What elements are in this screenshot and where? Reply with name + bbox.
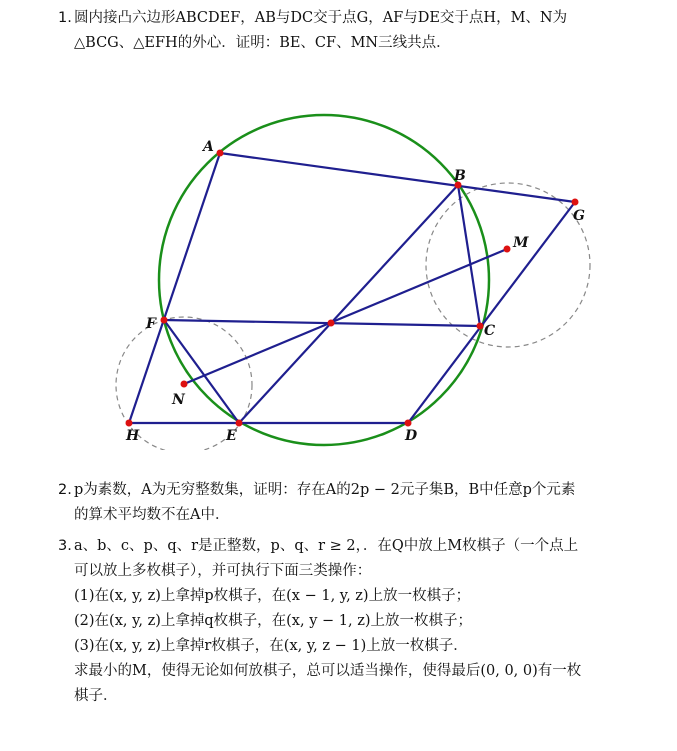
line-ag: [220, 153, 575, 202]
label-g: G: [573, 208, 585, 224]
line-gd: [408, 202, 575, 423]
problem-text-line: (1)在(x, y, z)上拿掉p枚棋子，在(x − 1, y, z)上放一枚棋子；: [74, 588, 471, 604]
problem-text-line: △BCG、△EFH的外心．证明：BE、CF、MN三线共点．: [74, 35, 451, 51]
label-n: N: [172, 392, 185, 408]
label-a: A: [203, 139, 214, 155]
line-ah: [129, 153, 220, 423]
circumcircle: [159, 115, 489, 445]
problem-text-line: (3)在(x, y, z)上拿掉r枚棋子，在(x, y, z − 1)上放一枚棋子．: [74, 638, 468, 654]
point-n: [181, 381, 188, 388]
problem-2: [60, 478, 640, 528]
point-d: [405, 420, 412, 427]
problem-text-line: 棋子．: [74, 688, 118, 704]
label-h: H: [126, 428, 140, 444]
line-fc: [164, 320, 480, 326]
circumcircle-bcg: [426, 183, 590, 347]
point-f: [161, 317, 168, 324]
line-bc: [458, 185, 480, 326]
problem-text-line: (2)在(x, y, z)上拿掉q枚棋子，在(x, y − 1, z)上放一枚棋子；: [74, 613, 473, 629]
problem-3: [60, 534, 640, 709]
point-h: [126, 420, 133, 427]
label-e: E: [226, 428, 237, 444]
line-nm: [184, 249, 507, 384]
problem-text-line: a、b、c、p、q、r是正整数，p、q、r ≥ 2，．在Q中放上M枚棋子（一个点上: [74, 538, 579, 554]
geometry-figure: [100, 105, 620, 450]
line-be: [239, 185, 458, 423]
label-c: C: [484, 323, 496, 339]
problem-number: 3.: [58, 538, 72, 554]
problem-text-line: 可以放上多枚棋子），并可执行下面三类操作：: [74, 563, 372, 579]
problem-number: 1.: [58, 10, 72, 26]
point-intersection: [328, 320, 335, 327]
problem-text-line: 的算术平均数不在A中．: [74, 507, 230, 523]
point-c: [477, 323, 484, 330]
point-a: [217, 150, 224, 157]
label-d: D: [405, 428, 418, 444]
label-b: B: [454, 168, 466, 184]
problem-1: [60, 6, 640, 56]
label-f: F: [146, 316, 156, 332]
problem-text-line: 圆内接凸六边形ABCDEF，AB与DC交于点G，AF与DE交于点H，M、N为: [74, 10, 568, 26]
problem-text-line: 求最小的M，使得无论如何放棋子，总可以适当操作，使得最后(0, 0, 0)有一枚: [74, 663, 582, 679]
problem-text-line: p为素数，A为无穷整数集，证明：存在A的2p − 2元子集B，B中任意p个元素: [74, 482, 576, 498]
point-e: [236, 420, 243, 427]
problem-number: 2.: [58, 482, 72, 498]
point-g: [572, 199, 579, 206]
label-m: M: [513, 235, 529, 251]
point-m: [504, 246, 511, 253]
